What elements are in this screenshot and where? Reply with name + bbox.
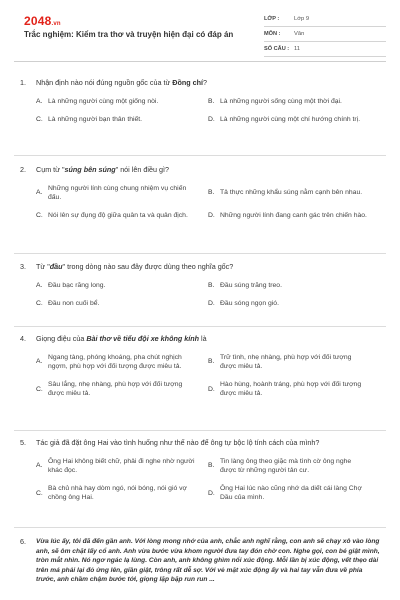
question-number: 5.: [20, 438, 26, 447]
meta-key: MÔN :: [264, 31, 281, 38]
option-c[interactable]: C. Bà chủ nhà hay dòm ngó, nói bóng, nói gió vợ chồng ông Hai.: [36, 485, 187, 502]
meta-row-class: [264, 14, 386, 27]
divider: [14, 155, 386, 156]
option-b[interactable]: B. Là những người sống cùng một thời đại.: [208, 97, 342, 105]
question-number: 6.: [20, 537, 26, 546]
divider: [14, 430, 386, 431]
option-a[interactable]: A. Đầu bạc răng long.: [36, 281, 106, 289]
question-4: [20, 334, 380, 407]
meta-key: LỚP :: [264, 16, 280, 23]
option-c[interactable]: C. Đầu non cuối bể.: [36, 299, 100, 307]
option-a[interactable]: A. Ông Hai không biết chữ, phải đi nghe nhờ người khác đọc.: [36, 457, 195, 474]
question-number: 2.: [20, 165, 26, 174]
question-number: 3.: [20, 262, 26, 271]
meta-value: Lớp 9: [294, 16, 310, 23]
option-c[interactable]: C. Nói lên sự đụng độ giữa quân ta và quân địch.: [36, 212, 188, 220]
option-c[interactable]: C. Là những người bạn thân thiết.: [36, 115, 143, 123]
option-a[interactable]: A. Ngang tàng, phóng khoáng, pha chút nghịch ngợm, phù hợp với đối tượng được miêu tả.: [36, 353, 182, 370]
divider: [14, 253, 386, 254]
question-5: [20, 438, 380, 511]
divider: [14, 326, 386, 327]
meta-value: 11: [294, 46, 301, 53]
question-passage: Vừa lúc ấy, tôi đã đến gần anh. Với lòng mong nhớ của anh, chắc anh nghĩ rằng, con anh sẽ chạy xô vào lòng anh, sẽ ôm chặt lấy cổ anh. Anh vừa bước vừa khom người đưa tay đón chờ con. Nghe gọi, con bé giật mình, tròn mắt nhìn. Nó ngơ ngác lạ lùng. Còn anh, anh không ghìm nổi xúc động. Mỗi lần bị xúc động, vết thẹo dài trên má phải lại đỏ ửng lên, giần giật, trông rất dễ sợ. Với vẻ mặt xúc động ấy và hai tay vẫn đưa về phía trước, anh chầm chậm bước tới, giọng lặp bặp run run ...: [36, 538, 380, 584]
option-d[interactable]: D. Hào hùng, hoành tráng, phù hợp với đối tượng được miêu tả.: [208, 381, 362, 398]
option-d[interactable]: D. Đầu sóng ngọn gió.: [208, 299, 279, 307]
question-text: Tác giả đã đặt ông Hai vào tình huống như thế nào để ông tự bộc lộ tính cách của mình?: [36, 438, 320, 447]
option-b[interactable]: B. Tin làng ông theo giặc mà tình cờ ông nghe được từ những người tản cư.: [208, 457, 352, 474]
logo-suffix: .vn: [51, 21, 61, 27]
question-1: [20, 78, 380, 133]
page-header: [14, 0, 386, 62]
option-d[interactable]: D. Là những người cùng một chí hướng chính trị.: [208, 115, 361, 123]
option-d[interactable]: D. Ông Hai lúc nào cũng nhớ da diết cái làng Chợ Dầu của mình.: [208, 485, 362, 502]
option-a[interactable]: A. Là những người cùng một giống nòi.: [36, 97, 159, 105]
meta-row-count: [264, 44, 386, 57]
site-logo[interactable]: [24, 13, 61, 29]
option-b[interactable]: B. Tả thực những khẩu súng nằm cạnh bên nhau.: [208, 189, 363, 197]
meta-row-subject: [264, 29, 386, 42]
divider: [14, 527, 386, 528]
question-3: [20, 262, 380, 317]
question-number: 1.: [20, 78, 26, 87]
question-6: [20, 537, 380, 585]
quiz-meta: [264, 14, 386, 57]
question-text: Từ "đầu" trong dòng nào sau đây được dùng theo nghĩa gốc?: [36, 262, 234, 271]
option-d[interactable]: D. Những người lính đang canh gác trên chiến hào.: [208, 212, 367, 220]
question-text: Giọng điệu của Bài thơ về tiểu đội xe không kính là: [36, 334, 207, 343]
question-number: 4.: [20, 334, 26, 343]
logo-main: 2048: [24, 14, 52, 28]
option-a[interactable]: A. Những người lính cùng chung nhiệm vụ chiến đấu.: [36, 184, 187, 201]
meta-key: SỐ CÂU :: [264, 46, 290, 53]
question-text: Cụm từ "súng bên súng" nói lên điều gì?: [36, 165, 169, 174]
meta-value: Văn: [294, 31, 305, 38]
question-text: Nhận định nào nói đúng nguồn gốc của từ Đồng chí?: [36, 78, 208, 87]
option-b[interactable]: B. Trữ tình, nhẹ nhàng, phù hợp với đối tượng được miêu tả.: [208, 353, 352, 370]
page-title: Trắc nghiệm: Kiểm tra thơ và truyện hiện đại có đáp án: [24, 30, 234, 39]
option-b[interactable]: B. Đầu súng trăng treo.: [208, 281, 282, 289]
option-c[interactable]: C. Sâu lắng, nhẹ nhàng, phù hợp với đối tượng được miêu tả.: [36, 381, 183, 398]
question-2: [20, 165, 380, 229]
